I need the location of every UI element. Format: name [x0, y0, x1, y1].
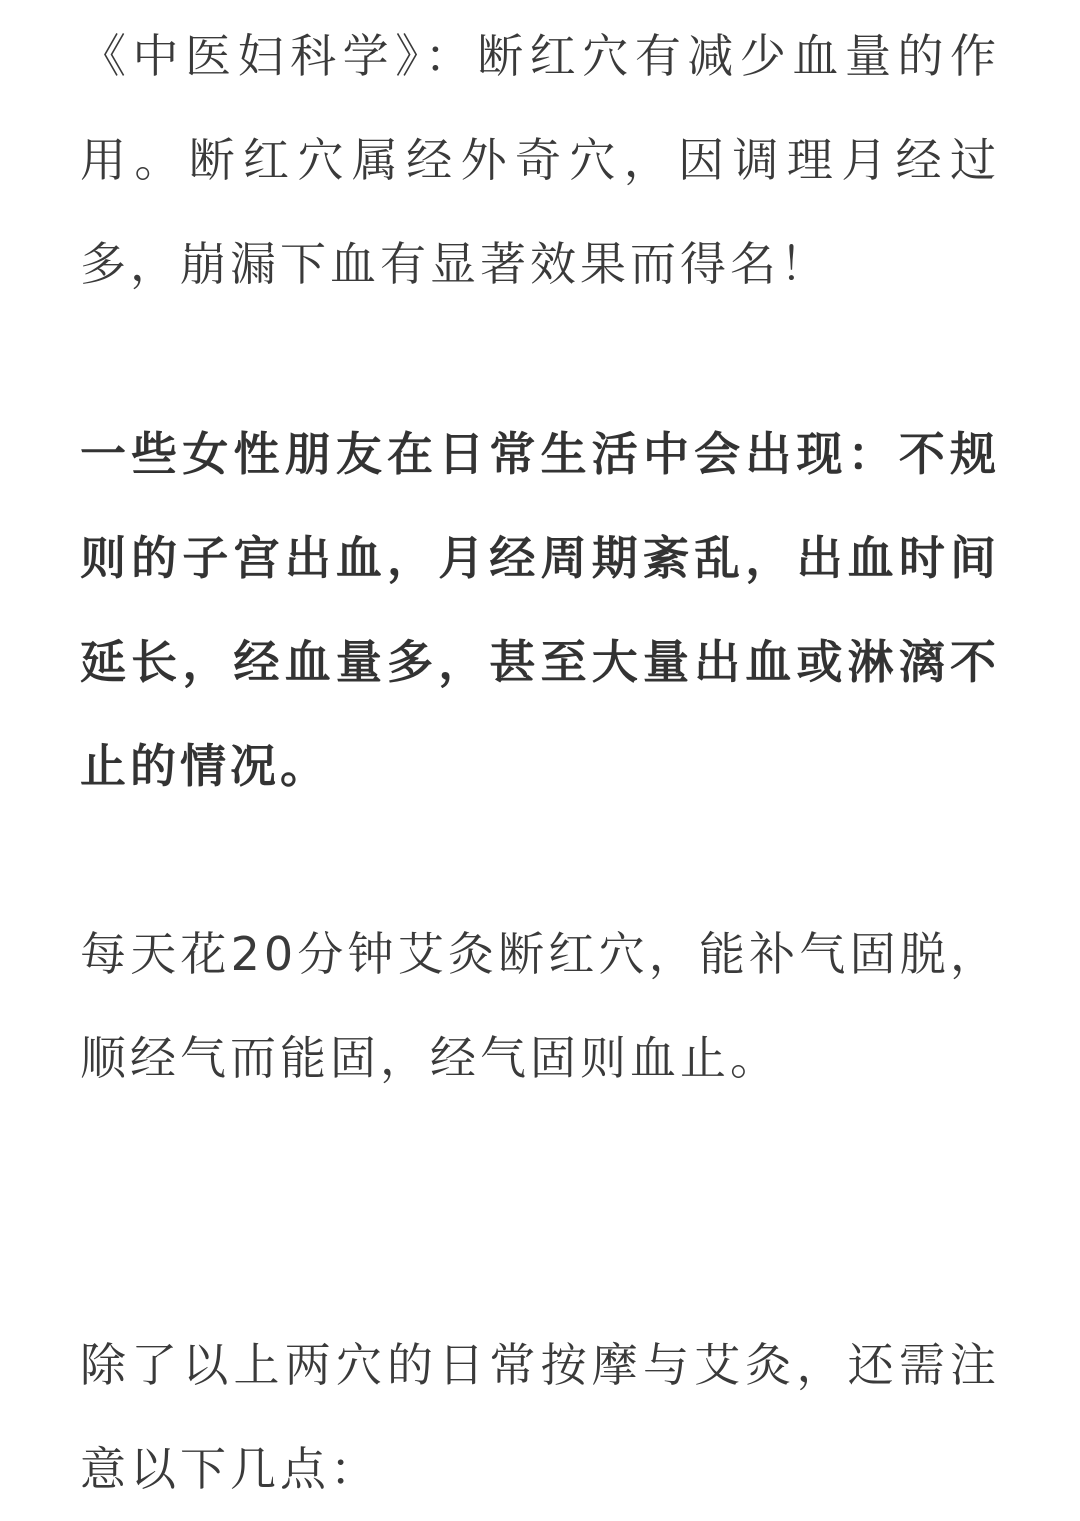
paragraph-duanhong-intro: 《中医妇科学》：断红穴有减少血量的作用。断红穴属经外奇穴，因调理月经过多，崩漏下血有显著效果而得名！: [80, 29, 1000, 291]
paragraph-additional-notes: 除了以上两穴的日常按摩与艾灸，还需注意以下几点：: [80, 1338, 1000, 1496]
paragraph-symptoms-bold: 一些女性朋友在日常生活中会出现：不规则的子宫出血，月经周期紊乱，出血时间延长，经血量多，甚至大量出血或淋漓不止的情况。: [80, 427, 1000, 793]
paragraph-moxibustion-tip: 每天花20分钟艾灸断红穴，能补气固脱，顺经气而能固，经气固则血止。: [80, 927, 1000, 1085]
